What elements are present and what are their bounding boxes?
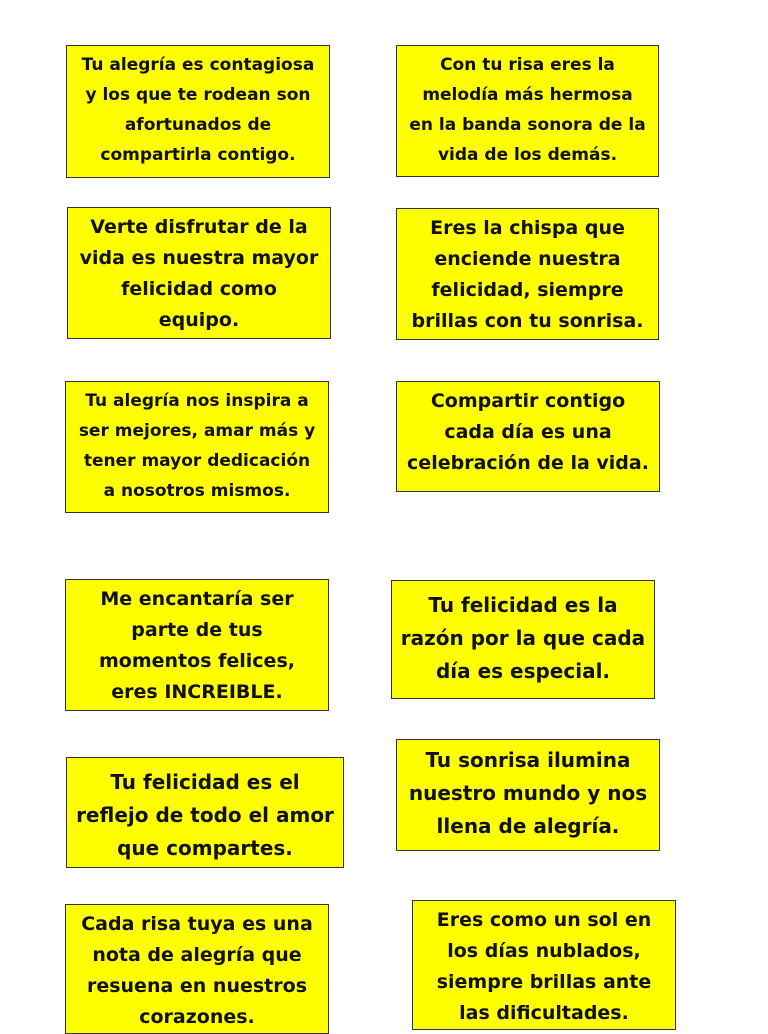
message-text: Tu alegría es contagiosa y los que te rodean son afortunados de compartirla contigo. (81, 55, 315, 165)
message-card (396, 45, 659, 177)
message-card (66, 757, 344, 868)
message-text: Tu alegría nos inspira a ser mejores, amar más y tener mayor dedicación a nosotros mismos. (78, 391, 316, 501)
message-text: Verte disfrutar de la vida es nuestra mayor felicidad como equipo. (79, 216, 319, 331)
message-card (396, 381, 660, 492)
message-card (66, 45, 330, 178)
message-card (396, 208, 659, 340)
message-text: Con tu risa eres la melodía más hermosa en la banda sonora de la vida de los demás. (409, 55, 646, 165)
message-card (67, 207, 331, 339)
message-text: Compartir contigo cada día es una celebración de la vida. (407, 390, 649, 474)
message-card (65, 381, 329, 513)
message-text: Eres como un sol en los días nublados, siempre brillas ante las dificultades. (436, 909, 652, 1024)
message-card (396, 739, 660, 851)
message-text: Cada risa tuya es una nota de alegría que resuena en nuestros corazones. (81, 913, 313, 1028)
message-card (412, 900, 676, 1030)
message-card (391, 580, 655, 699)
message-card (65, 904, 329, 1034)
message-text: Me encantaría ser parte de tus momentos felices, eres INCREIBLE. (99, 588, 295, 703)
message-text: Tu felicidad es el reflejo de todo el amor que compartes. (76, 770, 334, 860)
message-text: Eres la chispa que enciende nuestra felicidad, siempre brillas con tu sonrisa. (411, 217, 644, 332)
message-card (65, 579, 329, 711)
message-text: Tu sonrisa ilumina nuestro mundo y nos llena de alegría. (408, 748, 648, 838)
message-text: Tu felicidad es la razón por la que cada día es especial. (400, 593, 646, 683)
